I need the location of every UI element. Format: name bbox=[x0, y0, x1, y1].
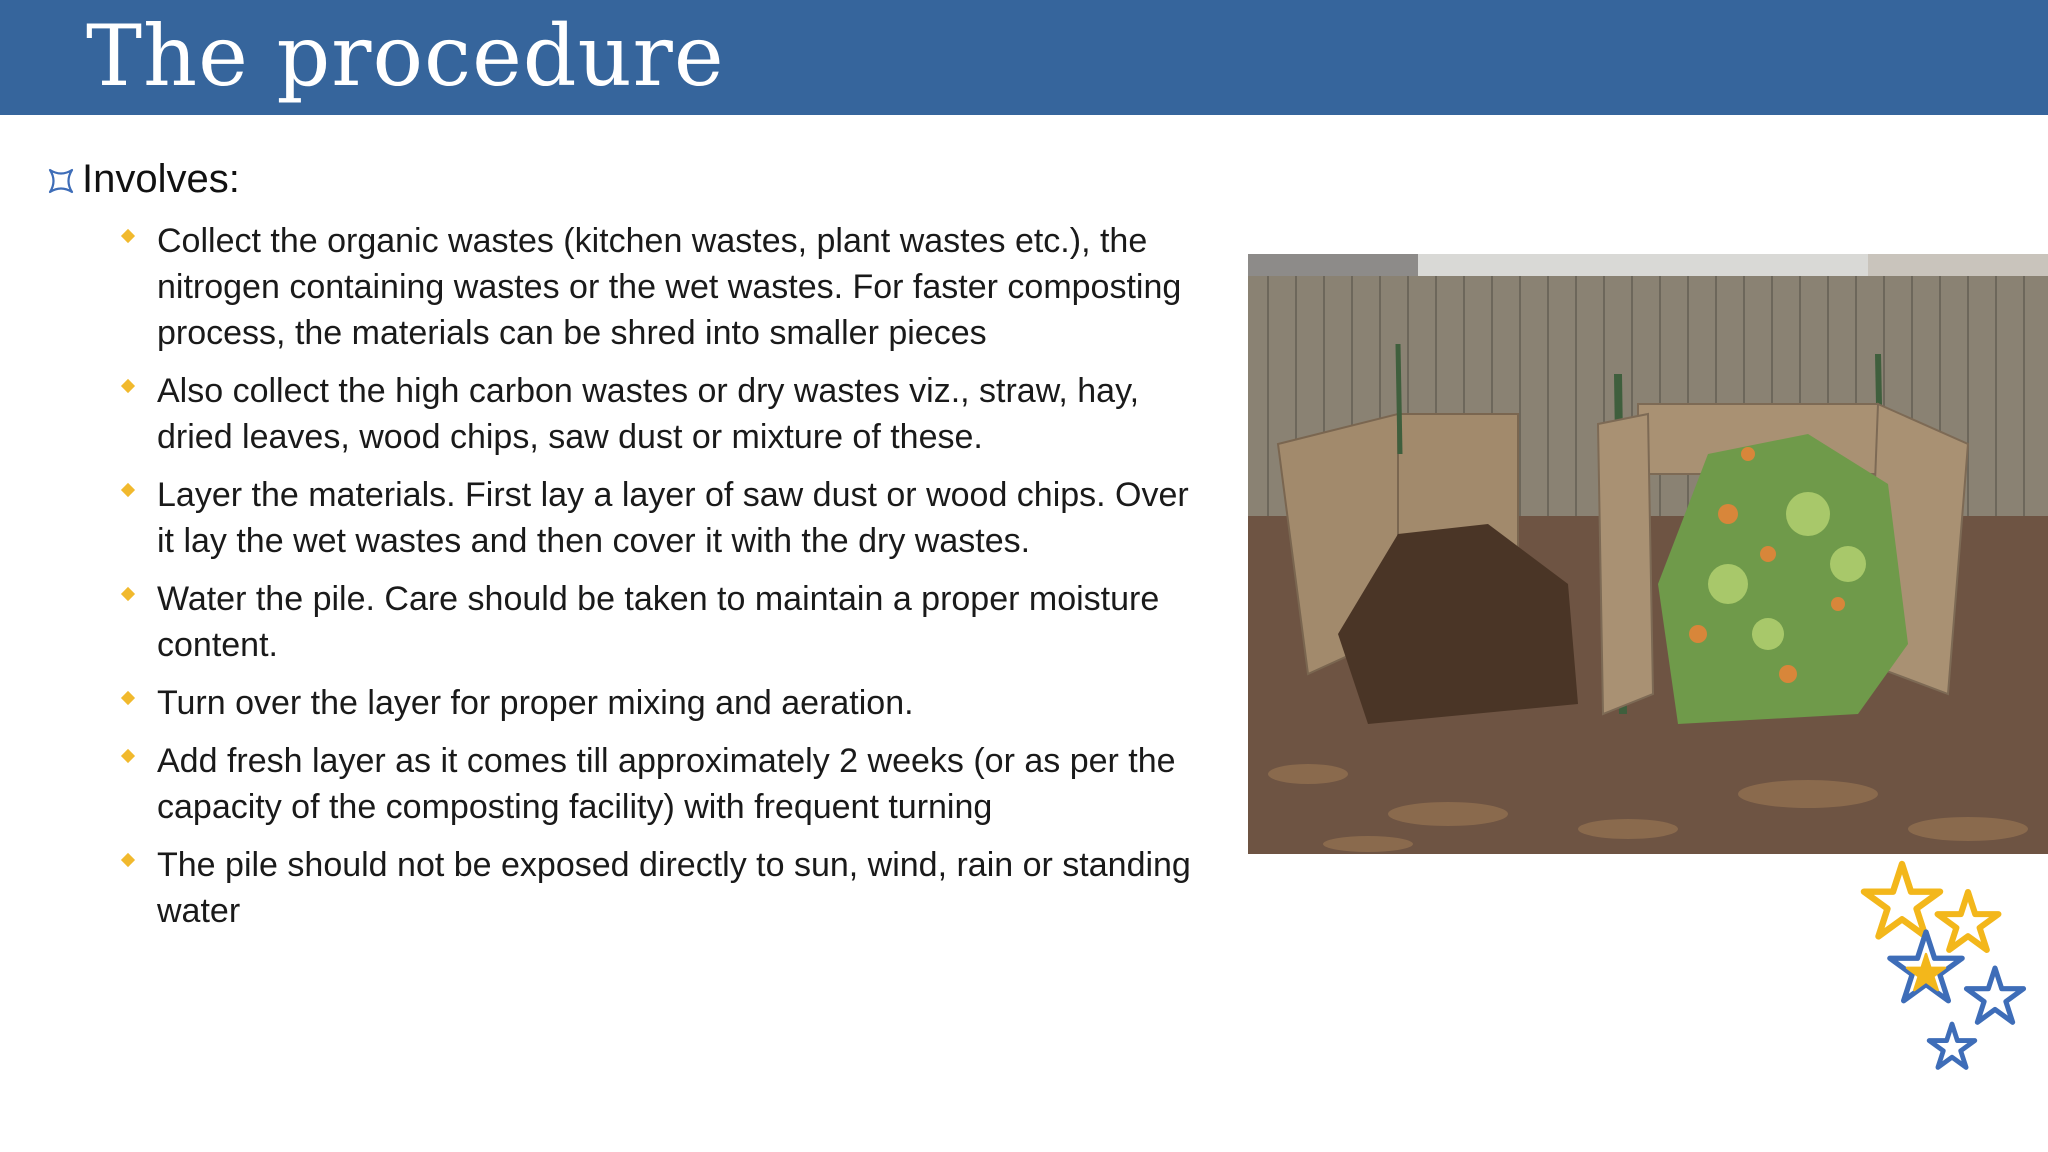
list-item bbox=[120, 680, 1195, 726]
intro-text: Involves: bbox=[82, 157, 240, 201]
diamond-bullet-icon bbox=[121, 853, 135, 867]
diamond-bullet-icon bbox=[121, 379, 135, 393]
list-item-text: Collect the organic wastes (kitchen wastes, plant wastes etc.), the nitrogen containing wastes or the wet wastes. For faster composting process, the materials can be shred into smaller pieces bbox=[157, 222, 1182, 352]
slide-title: The procedure bbox=[86, 7, 725, 105]
diamond-bullet-icon bbox=[121, 587, 135, 601]
list-item-text: Add fresh layer as it comes till approximately 2 weeks (or as per the capacity of the composting facility) with frequent turning bbox=[157, 742, 1176, 826]
list-item bbox=[120, 842, 1195, 934]
list-item bbox=[120, 472, 1195, 564]
diamond-bullet-icon bbox=[121, 691, 135, 705]
list-item bbox=[120, 368, 1195, 460]
compost-bin-photo bbox=[1248, 254, 2048, 854]
star-blue-right-icon bbox=[1966, 968, 2023, 1022]
list-item bbox=[120, 738, 1195, 830]
title-bar bbox=[0, 0, 2048, 115]
diamond-bullet-icon bbox=[121, 483, 135, 497]
list-item-text: The pile should not be exposed directly to sun, wind, rain or standing water bbox=[157, 846, 1191, 930]
diamond-bullet-icon bbox=[121, 749, 135, 763]
stars-decoration-icon bbox=[1850, 852, 2040, 1082]
list-item-text: Water the pile. Care should be taken to maintain a proper moisture content. bbox=[157, 580, 1160, 664]
list-item-text: Also collect the high carbon wastes or dry wastes viz., straw, hay, dried leaves, wood chips, saw dust or mixture of these. bbox=[157, 372, 1140, 456]
list-item-text: Layer the materials. First lay a layer of saw dust or wood chips. Over it lay the wet wastes and then cover it with the dry wastes. bbox=[157, 476, 1189, 560]
bullet-list bbox=[120, 218, 1195, 946]
diamond-bullet-icon bbox=[121, 229, 135, 243]
list-item bbox=[120, 218, 1195, 356]
star-gold-large-icon bbox=[1864, 864, 1940, 936]
star-blue-small-icon bbox=[1929, 1024, 1975, 1067]
star-gold-small-icon bbox=[1938, 892, 1999, 950]
star-bullet-icon bbox=[48, 168, 74, 194]
list-item bbox=[120, 576, 1195, 668]
intro-line bbox=[48, 154, 240, 204]
left-post bbox=[1398, 344, 1400, 454]
list-item-text: Turn over the layer for proper mixing and aeration. bbox=[157, 684, 914, 722]
